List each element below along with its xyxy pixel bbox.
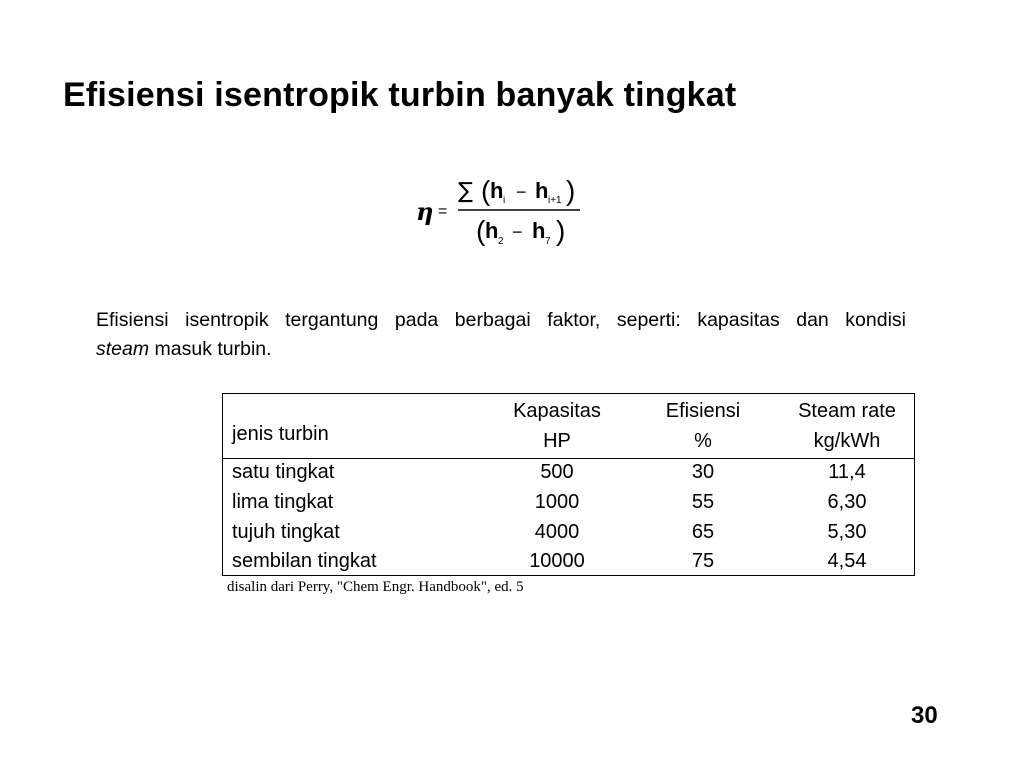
formula-sum-symbol: ∑: [458, 179, 473, 204]
formula-den-sub-a: 2: [498, 236, 504, 247]
formula-den-minus: −: [512, 222, 523, 242]
cell-efficiency: 30: [691, 461, 715, 483]
header-steam-rate-line2: kg/kWh: [813, 430, 881, 452]
table-row: [223, 487, 914, 517]
formula-num-sub-b: i+1: [548, 195, 562, 206]
formula-eta: η: [416, 197, 434, 226]
table-header: [223, 394, 914, 459]
cell-efficiency: 65: [691, 521, 715, 543]
formula-den-h-b: h: [532, 218, 546, 243]
formula-equals: =: [438, 203, 448, 220]
formula-paren-open: (: [481, 175, 491, 206]
header-kapasitas-line2: HP: [543, 430, 571, 452]
formula-den-sub-b: 7: [545, 236, 551, 247]
efficiency-formula: [414, 170, 614, 250]
formula-den-h-a: h: [485, 218, 499, 243]
cell-type: lima tingkat: [232, 491, 334, 513]
table-row: [223, 546, 914, 576]
paragraph-line-1: Efisiensi isentropik tergantung pada berbagai faktor, seperti: kapasitas dan kondisi: [96, 309, 906, 331]
header-steam-rate-line1: Steam rate: [798, 400, 896, 422]
cell-steam-rate: 6,30: [827, 491, 867, 513]
cell-capacity: 4000: [534, 521, 580, 543]
cell-steam-rate: 11,4: [828, 461, 866, 483]
table-row: [223, 517, 914, 547]
formula-den-paren-open: (: [476, 215, 486, 246]
cell-steam-rate: 4,54: [827, 550, 867, 572]
header-steam-rate: [792, 396, 902, 456]
cell-capacity: 500: [540, 461, 574, 483]
table-source-note: disalin dari Perry, "Chem Engr. Handbook", ed. 5: [227, 579, 524, 595]
slide-title: Efisiensi isentropik turbin banyak tingkat: [63, 76, 737, 114]
header-efisiensi-line2: %: [694, 430, 712, 452]
header-efisiensi-line1: Efisiensi: [665, 400, 741, 422]
formula-num-h-b: h: [535, 178, 549, 203]
formula-graphic: [414, 170, 614, 250]
formula-num-h-a: h: [490, 178, 504, 203]
cell-capacity: 1000: [534, 491, 580, 513]
table-row: [223, 457, 914, 487]
description-paragraph: [96, 306, 906, 364]
formula-den-paren-close: ): [556, 215, 566, 246]
header-jenis-turbin: jenis turbin: [232, 423, 329, 445]
header-efisiensi: [653, 396, 753, 456]
header-kapasitas: [507, 396, 607, 456]
cell-efficiency: 75: [691, 550, 715, 572]
header-kapasitas-line1: Kapasitas: [513, 400, 601, 422]
cell-capacity: 10000: [529, 550, 585, 572]
page-number: 30: [911, 702, 938, 729]
cell-type: sembilan tingkat: [232, 550, 377, 572]
cell-steam-rate: 5,30: [827, 521, 867, 543]
formula-num-sub-a: i: [503, 195, 506, 206]
cell-type: tujuh tingkat: [232, 521, 340, 543]
paragraph-italic-steam: steam: [96, 338, 150, 360]
cell-type: satu tingkat: [232, 461, 335, 483]
paragraph-line-2: masuk turbin.: [149, 338, 272, 360]
formula-paren-close: ): [566, 175, 576, 206]
formula-num-minus: −: [516, 182, 527, 202]
cell-efficiency: 55: [691, 491, 715, 513]
turbine-table: [222, 393, 915, 576]
